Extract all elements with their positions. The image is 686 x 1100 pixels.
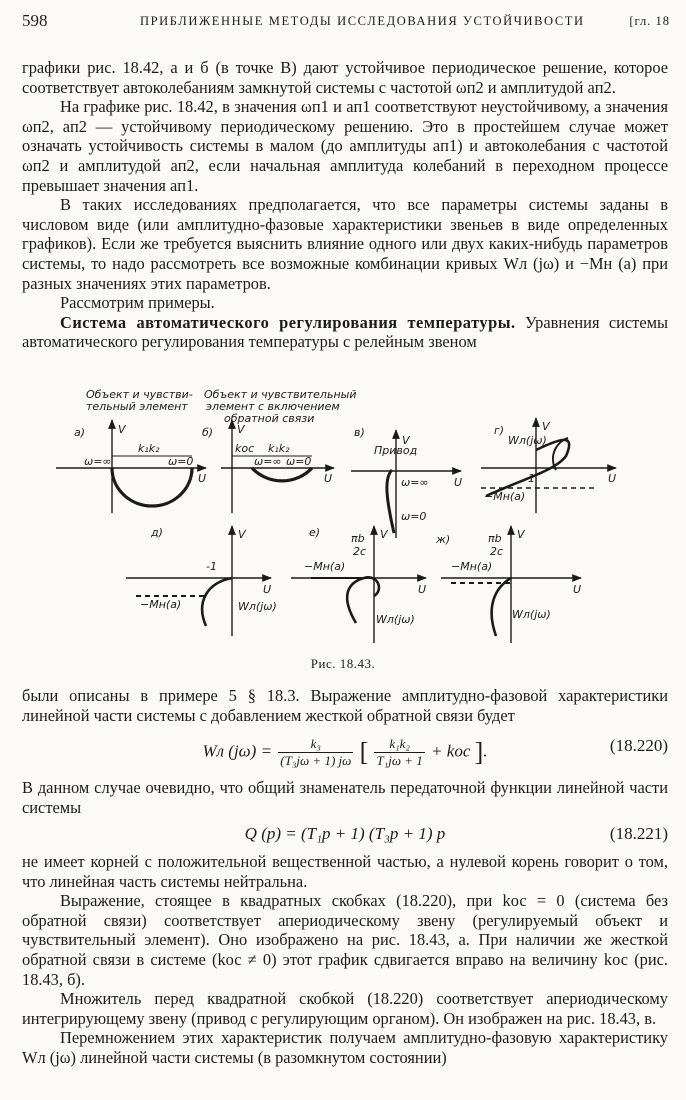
panel-a-curve [112, 468, 192, 506]
panel-g-wl: Wл(jω) [508, 434, 547, 447]
section-heading: Система автоматического регулирования температуры. [60, 312, 516, 332]
text-block-eq2-intro [22, 778, 668, 817]
panel-c-v-label: V [402, 434, 410, 447]
equation-body: Q (p) = (T₁p + 1) (T₃p + 1) p [244, 824, 446, 843]
equation-number: (18.220) [609, 736, 668, 755]
running-header [22, 11, 670, 33]
paragraph: не имеет корней с положительной вещественной частью, а нулевой корень говорит о том, что линейная часть системы нейтральна. [22, 852, 668, 891]
panel-a-w-inf: ω=∞ [84, 455, 112, 468]
panel-zh-v-label: V [517, 528, 525, 541]
panel-g-u-label: U [608, 472, 617, 485]
paragraph: были описаны в примере 5 § 18.3. Выражение амплитудно-фазовой характеристики линейной части системы с добавлением жесткой обратной связи будет [22, 686, 668, 725]
panel-a-w-zero: ω=0 [168, 455, 194, 468]
figure-drawing [56, 378, 676, 663]
label-b-1: Объект и чувствительный [204, 388, 357, 401]
label-b-3: обратной связи [224, 412, 315, 425]
label-b-2: элемент с включением [206, 400, 340, 413]
paragraph: Рассмотрим примеры. [60, 293, 215, 313]
eq1-tail: + kос [431, 741, 471, 761]
panel-e-wl: Wл(jω) [376, 613, 415, 626]
label-a-bottom: тельный элемент [86, 400, 188, 413]
right-bracket: ] [474, 737, 484, 767]
eq1-den2: T₁jω + 1 [376, 753, 423, 768]
panel-e-v-label: V [380, 528, 388, 541]
equation-body: Wл (jω) = $\frac{\text{k₃}}{\text{(T₃jω + 1) jω}}$ [ $\frac{\text{k₁k₂}}{\text{T₁jω + 1}}$ + kос ]. [202, 736, 488, 768]
panel-d-v-label: V [238, 528, 246, 541]
eq1-den1: (T₃jω + 1) jω [280, 753, 352, 768]
figure-caption: Рис. 18.43. [310, 656, 376, 671]
page-number: 598 [22, 11, 48, 30]
panel-d-wl-curve [202, 578, 232, 626]
paragraph: В данном случае очевидно, что общий знаменатель передаточной функции линейной части системы [22, 778, 668, 817]
section-paragraph [22, 313, 668, 352]
eq1-fraction-2 [374, 736, 424, 769]
panel-e-pi-b: πb [351, 532, 365, 545]
panel-label-a: а) [74, 426, 86, 439]
panel-zh-wl: Wл(jω) [512, 608, 551, 621]
panel-d-wl: Wл(jω) [238, 600, 277, 613]
panel-e-u-label: U [418, 583, 427, 596]
text-block-mid [22, 686, 668, 725]
paragraph: графики рис. 18.42, а и б (в точке B) дают устойчивое периодическое решение, которое соответствует автоколебаниям замкнутой системы с частотой ωп2 и амплитудой aп2. [22, 58, 668, 97]
paragraph: Выражение, стоящее в квадратных скобках (18.220), при kос = 0 (система без обратной связи) соответствует апериодическому звену (регулируемый объект и чувствительный элемент). Оно изображено на рис. 18.43, а. При наличии же жесткой обратной связи в системе (kос ≠ 0) этот график сдвигается вправо на величину kос (рис. 18.43, б). [22, 891, 668, 989]
panel-b-u-label: U [324, 472, 333, 485]
panel-a-u-label: U [198, 472, 207, 485]
panel-zh-wl-curve [492, 578, 511, 636]
eq1-fraction-1 [278, 736, 353, 769]
text-block-bottom [22, 852, 668, 1068]
eq1-lhs: Wл (jω) = [202, 741, 273, 761]
paragraph: Перемножением этих характеристик получаем амплитудно-фазовую характеристику Wл (jω) линейной части системы (в разомкнутом состоянии) [22, 1028, 668, 1067]
panel-label-e: е) [309, 526, 321, 539]
panel-b-curve [252, 468, 312, 481]
panel-b-k1k2: k₁k₂ [268, 442, 290, 455]
panel-label-zh: ж) [436, 533, 451, 546]
section-text: Уравнения системы автоматического регулирования температуры с релейным звеном [22, 312, 668, 352]
eq1-num2: k₁k₂ [374, 736, 424, 753]
panel-a-v-label: V [118, 423, 126, 436]
panel-d-minus-one: -1 [206, 560, 217, 573]
left-bracket: [ [359, 737, 369, 767]
panel-b-w-inf: ω=∞ [254, 455, 282, 468]
equation-18-220 [22, 730, 668, 768]
equation-18-221 [22, 818, 668, 852]
panel-g-v-label: V [542, 420, 550, 433]
panel-g-mn: −Mн(a) [484, 490, 526, 503]
panel-label-b: б) [202, 426, 214, 439]
figure-18-43 [56, 378, 676, 663]
panel-c-privod: Привод [374, 444, 418, 457]
panel-c-w-inf: ω=∞ [401, 476, 429, 489]
equation-number: (18.221) [609, 824, 668, 843]
panel-d-mn: −Mн(a) [140, 598, 182, 611]
panel-b-v-label: V [237, 423, 245, 436]
panel-e-mn: −Mн(a) [304, 560, 346, 573]
panel-zh-2c: 2c [490, 545, 504, 558]
panel-e-2c: 2c [353, 545, 367, 558]
panel-c-u-label: U [454, 476, 463, 489]
paragraph: Множитель перед квадратной скобкой (18.220) соответствует апериодическому интегрирующему звену (привод с регулирующим органом). Он изображен на рис. 18.43, в. [22, 989, 668, 1028]
label-a-top: Объект и чувстви- [86, 388, 193, 401]
paragraph: На графике рис. 18.42, в значения ωп1 и aп1 соответствуют неустойчивому, а значения ωп2, aп2 — устойчивому периодическому решению. Это в простейшем случае может означать устойчивость системы в малом (до амплитуды aп1) и автоколебания с частотой ωп2 и амплитудой aп2, если начальная амплитуда колебаний в переходном процессе превышает значения aп1. [22, 97, 668, 195]
panel-b-w-zero: ω=0 [286, 455, 312, 468]
panel-c-curve [387, 470, 394, 533]
chapter-label: [гл. 18 [629, 14, 670, 28]
panel-a-k1k2: k₁k₂ [138, 442, 160, 455]
panel-label-d: д) [151, 526, 163, 539]
panel-label-g: г) [494, 424, 505, 437]
panel-g-minus-one: -1 [524, 472, 535, 485]
eq1-num1: k₃ [278, 736, 353, 753]
panel-zh-pi-b: πb [488, 532, 502, 545]
panel-zh-u-label: U [573, 583, 582, 596]
paragraph: В таких исследованиях предполагается, что все параметры системы заданы в числовом виде (или амплитудно-фазовые характеристики звеньев в виде определенных графиков). Если же требуется выяснить влияние одного или двух каких-нибудь параметров системы, то надо рассмотреть все возможные комбинации кривых Wл (jω) и −Mн (a) при разных значениях этих параметров. [22, 195, 668, 293]
panel-zh-mn: −Mн(a) [451, 560, 493, 573]
text-block-top [22, 58, 668, 352]
panel-c-w-zero: ω=0 [401, 510, 427, 523]
panel-label-c: в) [354, 426, 365, 439]
panel-d-u-label: U [263, 583, 272, 596]
running-title: ПРИБЛИЖЕННЫЕ МЕТОДЫ ИССЛЕДОВАНИЯ УСТОЙЧИВОСТИ [140, 14, 585, 28]
panel-b-koc: kос [235, 442, 255, 455]
